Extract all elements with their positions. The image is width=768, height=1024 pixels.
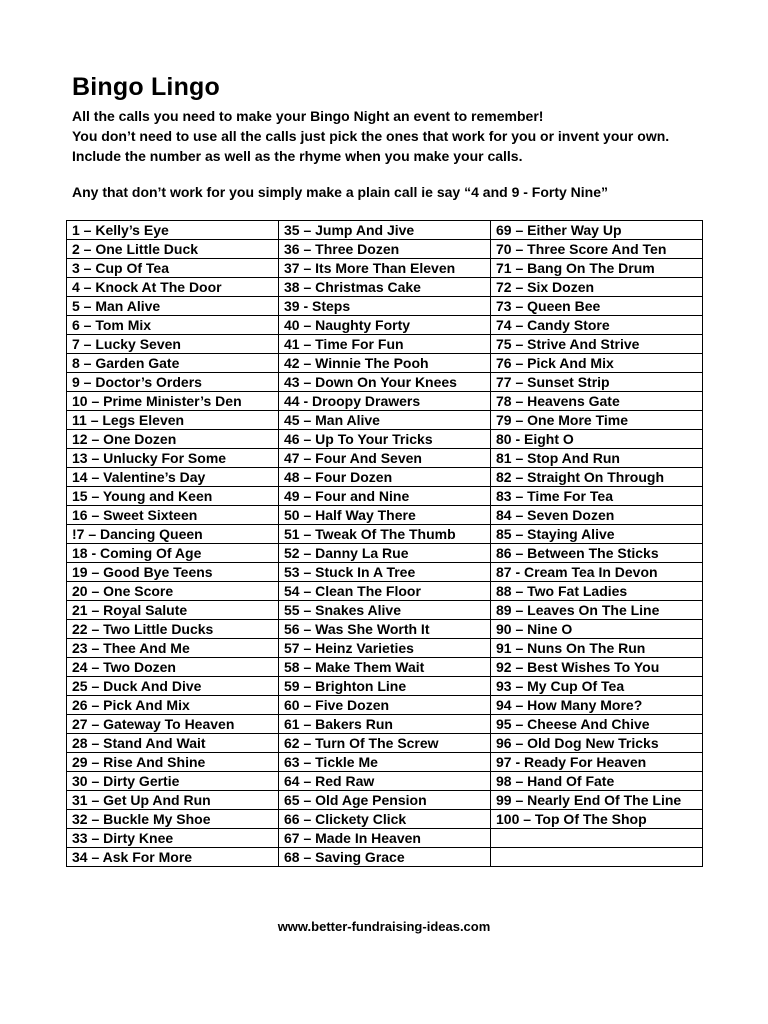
bingo-calls-body	[67, 221, 703, 867]
bingo-call-cell: 83 – Time For Tea	[491, 487, 703, 506]
bingo-call-cell: 24 – Two Dozen	[67, 658, 279, 677]
bingo-call-cell: 6 – Tom Mix	[67, 316, 279, 335]
bingo-call-cell: 87 - Cream Tea In Devon	[491, 563, 703, 582]
table-row	[67, 259, 703, 278]
bingo-call-cell: 91 – Nuns On The Run	[491, 639, 703, 658]
bingo-call-cell: 66 – Clickety Click	[279, 810, 491, 829]
bingo-call-cell: 49 – Four and Nine	[279, 487, 491, 506]
bingo-call-cell: 30 – Dirty Gertie	[67, 772, 279, 791]
bingo-call-cell: 13 – Unlucky For Some	[67, 449, 279, 468]
plain-call-note: Any that don’t work for you simply make a plain call ie say “4 and 9 - Forty Nine”	[72, 184, 609, 200]
table-row	[67, 772, 703, 791]
bingo-call-cell: 89 – Leaves On The Line	[491, 601, 703, 620]
table-row	[67, 354, 703, 373]
bingo-call-cell: 44 - Droopy Drawers	[279, 392, 491, 411]
table-row	[67, 278, 703, 297]
bingo-call-cell: 53 – Stuck In A Tree	[279, 563, 491, 582]
bingo-call-cell: 29 – Rise And Shine	[67, 753, 279, 772]
intro-text	[72, 106, 712, 166]
bingo-call-cell: 47 – Four And Seven	[279, 449, 491, 468]
table-row	[67, 677, 703, 696]
bingo-call-cell: 94 – How Many More?	[491, 696, 703, 715]
bingo-call-cell: 43 – Down On Your Knees	[279, 373, 491, 392]
bingo-call-cell: 10 – Prime Minister’s Den	[67, 392, 279, 411]
bingo-call-cell: 78 – Heavens Gate	[491, 392, 703, 411]
bingo-calls-table	[66, 220, 703, 867]
bingo-call-cell: 81 – Stop And Run	[491, 449, 703, 468]
bingo-call-cell: 85 – Staying Alive	[491, 525, 703, 544]
bingo-call-cell: 79 – One More Time	[491, 411, 703, 430]
bingo-call-cell	[491, 848, 703, 867]
table-row	[67, 240, 703, 259]
bingo-call-cell: 55 – Snakes Alive	[279, 601, 491, 620]
bingo-call-cell: 14 – Valentine’s Day	[67, 468, 279, 487]
bingo-call-cell: 73 – Queen Bee	[491, 297, 703, 316]
table-row	[67, 582, 703, 601]
table-row	[67, 620, 703, 639]
bingo-call-cell: 40 – Naughty Forty	[279, 316, 491, 335]
bingo-call-cell: 2 – One Little Duck	[67, 240, 279, 259]
bingo-call-cell: 77 – Sunset Strip	[491, 373, 703, 392]
bingo-call-cell: 5 – Man Alive	[67, 297, 279, 316]
bingo-call-cell: 26 – Pick And Mix	[67, 696, 279, 715]
bingo-call-cell: 45 – Man Alive	[279, 411, 491, 430]
bingo-call-cell: 36 – Three Dozen	[279, 240, 491, 259]
bingo-call-cell: 42 – Winnie The Pooh	[279, 354, 491, 373]
bingo-call-cell: 31 – Get Up And Run	[67, 791, 279, 810]
bingo-call-cell: 74 – Candy Store	[491, 316, 703, 335]
bingo-call-cell: 33 – Dirty Knee	[67, 829, 279, 848]
bingo-call-cell: 92 – Best Wishes To You	[491, 658, 703, 677]
bingo-call-cell	[491, 829, 703, 848]
bingo-call-cell: 19 – Good Bye Teens	[67, 563, 279, 582]
footer-url: www.better-fundraising-ideas.com	[277, 919, 491, 934]
table-row	[67, 525, 703, 544]
bingo-call-cell: !7 – Dancing Queen	[67, 525, 279, 544]
bingo-call-cell: 97 - Ready For Heaven	[491, 753, 703, 772]
bingo-call-cell: 12 – One Dozen	[67, 430, 279, 449]
table-row	[67, 544, 703, 563]
bingo-call-cell: 34 – Ask For More	[67, 848, 279, 867]
bingo-call-cell: 80 - Eight O	[491, 430, 703, 449]
bingo-call-cell: 3 – Cup Of Tea	[67, 259, 279, 278]
bingo-call-cell: 82 – Straight On Through	[491, 468, 703, 487]
table-row	[67, 297, 703, 316]
bingo-call-cell: 65 – Old Age Pension	[279, 791, 491, 810]
bingo-call-cell: 72 – Six Dozen	[491, 278, 703, 297]
table-row	[67, 734, 703, 753]
table-row	[67, 848, 703, 867]
bingo-call-cell: 76 – Pick And Mix	[491, 354, 703, 373]
table-row	[67, 696, 703, 715]
table-row	[67, 658, 703, 677]
table-row	[67, 810, 703, 829]
bingo-call-cell: 32 – Buckle My Shoe	[67, 810, 279, 829]
bingo-call-cell: 96 – Old Dog New Tricks	[491, 734, 703, 753]
bingo-call-cell: 1 – Kelly’s Eye	[67, 221, 279, 240]
table-row	[67, 829, 703, 848]
table-row	[67, 411, 703, 430]
bingo-call-cell: 59 – Brighton Line	[279, 677, 491, 696]
bingo-call-cell: 15 – Young and Keen	[67, 487, 279, 506]
bingo-call-cell: 22 – Two Little Ducks	[67, 620, 279, 639]
bingo-call-cell: 88 – Two Fat Ladies	[491, 582, 703, 601]
bingo-call-cell: 9 – Doctor’s Orders	[67, 373, 279, 392]
bingo-call-cell: 84 – Seven Dozen	[491, 506, 703, 525]
bingo-call-cell: 58 – Make Them Wait	[279, 658, 491, 677]
bingo-call-cell: 7 – Lucky Seven	[67, 335, 279, 354]
bingo-call-cell: 46 – Up To Your Tricks	[279, 430, 491, 449]
bingo-call-cell: 64 – Red Raw	[279, 772, 491, 791]
table-row	[67, 449, 703, 468]
bingo-call-cell: 28 – Stand And Wait	[67, 734, 279, 753]
table-row	[67, 601, 703, 620]
bingo-call-cell: 99 – Nearly End Of The Line	[491, 791, 703, 810]
bingo-call-cell: 4 – Knock At The Door	[67, 278, 279, 297]
bingo-call-cell: 48 – Four Dozen	[279, 468, 491, 487]
bingo-call-cell: 27 – Gateway To Heaven	[67, 715, 279, 734]
table-row	[67, 430, 703, 449]
bingo-call-cell: 39 - Steps	[279, 297, 491, 316]
bingo-call-cell: 75 – Strive And Strive	[491, 335, 703, 354]
table-row	[67, 468, 703, 487]
table-row	[67, 563, 703, 582]
bingo-call-cell: 68 – Saving Grace	[279, 848, 491, 867]
bingo-call-cell: 16 – Sweet Sixteen	[67, 506, 279, 525]
bingo-call-cell: 67 – Made In Heaven	[279, 829, 491, 848]
bingo-call-cell: 8 – Garden Gate	[67, 354, 279, 373]
bingo-call-cell: 71 – Bang On The Drum	[491, 259, 703, 278]
bingo-call-cell: 62 – Turn Of The Screw	[279, 734, 491, 753]
intro-line-2: You don’t need to use all the calls just pick the ones that work for you or invent your own. Include the number as well as the rhyme when you make your calls.	[72, 128, 670, 164]
table-row	[67, 392, 703, 411]
bingo-call-cell: 93 – My Cup Of Tea	[491, 677, 703, 696]
bingo-call-cell: 95 – Cheese And Chive	[491, 715, 703, 734]
table-row	[67, 335, 703, 354]
bingo-call-cell: 21 – Royal Salute	[67, 601, 279, 620]
table-row	[67, 316, 703, 335]
bingo-call-cell: 70 – Three Score And Ten	[491, 240, 703, 259]
table-row	[67, 715, 703, 734]
table-row	[67, 753, 703, 772]
bingo-call-cell: 25 – Duck And Dive	[67, 677, 279, 696]
table-row	[67, 506, 703, 525]
bingo-call-cell: 90 – Nine O	[491, 620, 703, 639]
bingo-call-cell: 57 – Heinz Varieties	[279, 639, 491, 658]
table-row	[67, 791, 703, 810]
bingo-call-cell: 50 – Half Way There	[279, 506, 491, 525]
bingo-call-cell: 56 – Was She Worth It	[279, 620, 491, 639]
bingo-call-cell: 63 – Tickle Me	[279, 753, 491, 772]
intro-line-1: All the calls you need to make your Bingo Night an event to remember!	[72, 108, 544, 124]
bingo-call-cell: 98 – Hand Of Fate	[491, 772, 703, 791]
bingo-call-cell: 37 – Its More Than Eleven	[279, 259, 491, 278]
bingo-call-cell: 41 – Time For Fun	[279, 335, 491, 354]
bingo-call-cell: 60 – Five Dozen	[279, 696, 491, 715]
page-title: Bingo Lingo	[72, 73, 220, 101]
bingo-call-cell: 86 – Between The Sticks	[491, 544, 703, 563]
bingo-call-cell: 52 – Danny La Rue	[279, 544, 491, 563]
bingo-call-cell: 69 – Either Way Up	[491, 221, 703, 240]
bingo-call-cell: 20 – One Score	[67, 582, 279, 601]
table-row	[67, 373, 703, 392]
table-row	[67, 221, 703, 240]
bingo-call-cell: 54 – Clean The Floor	[279, 582, 491, 601]
bingo-call-cell: 11 – Legs Eleven	[67, 411, 279, 430]
bingo-call-cell: 100 – Top Of The Shop	[491, 810, 703, 829]
bingo-call-cell: 35 – Jump And Jive	[279, 221, 491, 240]
table-row	[67, 639, 703, 658]
bingo-call-cell: 61 – Bakers Run	[279, 715, 491, 734]
bingo-call-cell: 38 – Christmas Cake	[279, 278, 491, 297]
bingo-call-cell: 23 – Thee And Me	[67, 639, 279, 658]
bingo-call-cell: 18 - Coming Of Age	[67, 544, 279, 563]
bingo-call-cell: 51 – Tweak Of The Thumb	[279, 525, 491, 544]
table-row	[67, 487, 703, 506]
